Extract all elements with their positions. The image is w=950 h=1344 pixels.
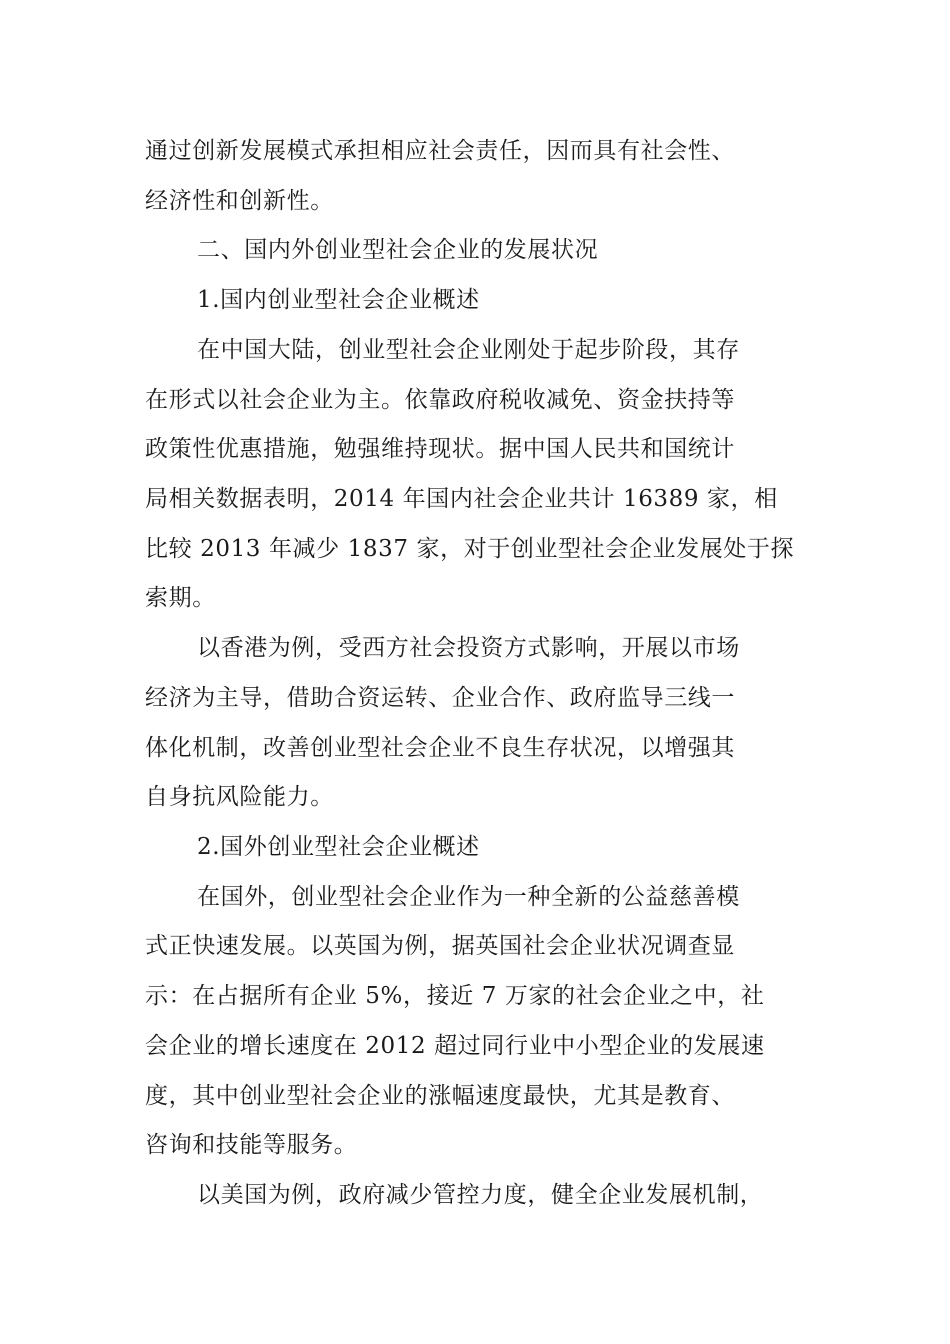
text-line: 局相关数据表明，2014 年国内社会企业共计 16389 家，相 [145,486,778,512]
text-line: 体化机制，改善创业型社会企业不良生存状况，以增强其 [145,735,735,761]
subsection-heading: 1.国内创业型社会企业概述 [197,287,480,313]
text-line: 在形式以社会企业为主。依靠政府税收减免、资金扶持等 [145,387,735,413]
text-line: 会企业的增长速度在 2012 超过同行业中小型企业的发展速 [145,1033,765,1059]
text-line: 经济性和创新性。 [145,188,334,214]
text-line: 索期。 [145,585,216,611]
text-line: 示：在占据所有企业 5%，接近 7 万家的社会企业之中，社 [145,983,765,1009]
text-line: 式正快速发展。以英国为例，据英国社会企业状况调查显 [145,933,735,959]
text-line: 通过创新发展模式承担相应社会责任，因而具有社会性、 [145,138,735,164]
text-line: 政策性优惠措施，勉强维持现状。据中国人民共和国统计 [145,436,735,462]
text-line: 经济为主导，借助合资运转、企业合作、政府监导三线一 [145,685,735,711]
text-line: 咨询和技能等服务。 [145,1132,358,1158]
text-line: 以美国为例，政府减少管控力度，健全企业发展机制， [197,1182,764,1208]
text-line: 在中国大陆，创业型社会企业刚处于起步阶段，其存 [197,337,740,363]
text-line: 在国外，创业型社会企业作为一种全新的公益慈善模 [197,884,740,910]
subsection-heading: 2.国外创业型社会企业概述 [197,834,480,860]
text-line: 自身抗风险能力。 [145,784,334,810]
text-line: 比较 2013 年减少 1837 家，对于创业型社会企业发展处于探 [145,536,795,562]
section-heading: 二、国内外创业型社会企业的发展状况 [197,237,599,263]
text-line: 以香港为例，受西方社会投资方式影响，开展以市场 [197,635,740,661]
text-line: 度，其中创业型社会企业的涨幅速度最快，尤其是教育、 [145,1083,735,1109]
